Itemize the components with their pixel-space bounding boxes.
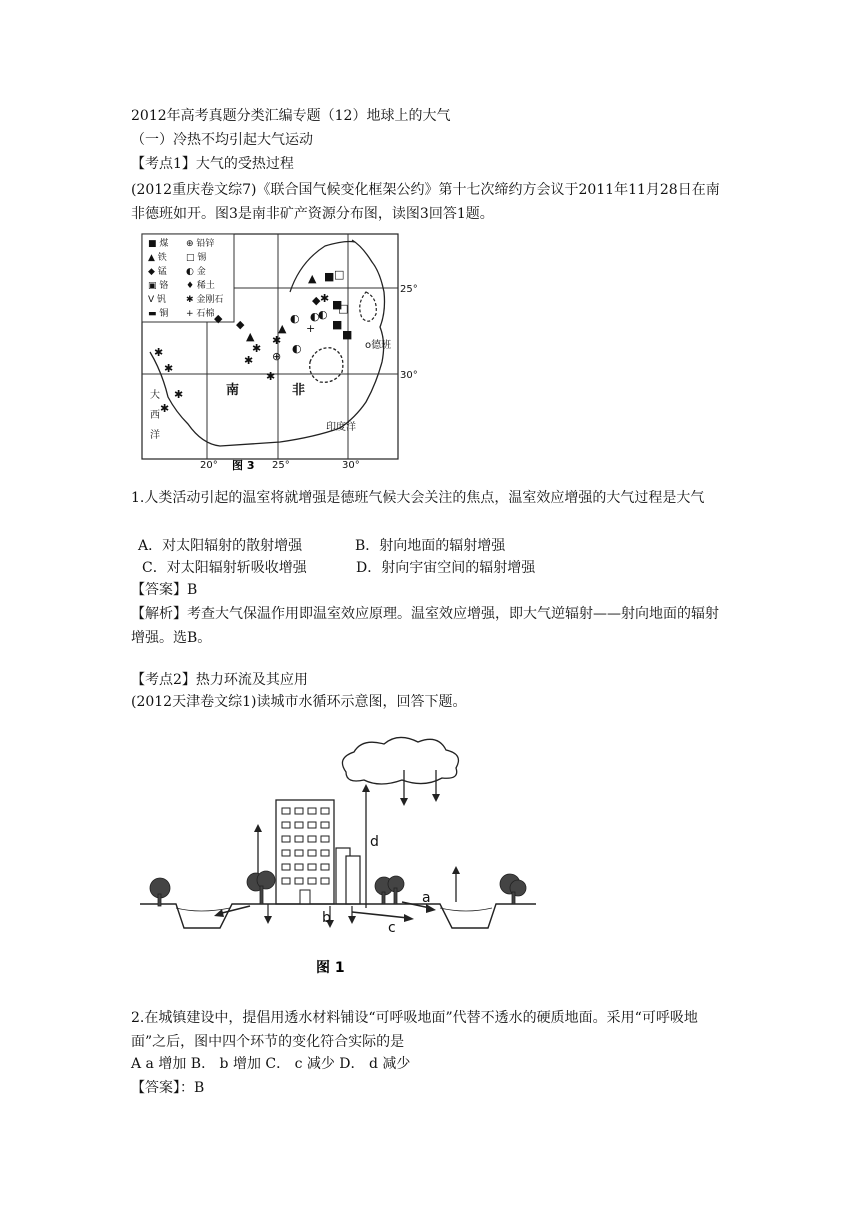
svg-text:■: ■ xyxy=(342,328,353,341)
svg-text:▲: ▲ xyxy=(278,322,287,335)
q1-option-c: C．对太阳辐射斩吸收增强 xyxy=(142,560,307,576)
svg-text:□: □ xyxy=(338,302,349,315)
svg-text:✱: ✱ xyxy=(244,354,254,367)
svg-text:◆: ◆ xyxy=(312,294,321,307)
q1-answer: 【答案】B xyxy=(131,582,198,598)
svg-text:+ 石棉: + 石棉 xyxy=(186,309,215,319)
document-title: 2012年高考真题分类汇编专题（12）地球上的大气 xyxy=(131,108,451,124)
svg-text:◆: ◆ xyxy=(236,318,245,331)
section-heading: （一）冷热不均引起大气运动 xyxy=(131,132,313,148)
svg-text:▲: ▲ xyxy=(246,330,255,343)
svg-text:◆ 锰: ◆ 锰 xyxy=(148,267,167,277)
svg-text:■ 煤: ■ 煤 xyxy=(148,239,169,249)
svg-text:✱: ✱ xyxy=(154,346,164,359)
south-africa-mineral-map xyxy=(140,232,418,472)
svg-text:+: + xyxy=(306,322,316,335)
svg-text:⊕ 铅锌: ⊕ 铅锌 xyxy=(186,239,215,249)
svg-text:◐: ◐ xyxy=(292,342,302,355)
svg-text:✱: ✱ xyxy=(164,362,174,375)
city-water-cycle-diagram xyxy=(140,728,540,978)
knowledge-point-1: 【考点1】大气的受热过程 xyxy=(131,156,294,172)
svg-text:✱: ✱ xyxy=(272,334,282,347)
svg-text:⊕: ⊕ xyxy=(272,350,282,363)
fig1-caption: 图 1 xyxy=(316,960,345,976)
fig1-label-a: a xyxy=(422,890,431,906)
svg-text:■: ■ xyxy=(332,318,343,331)
map-label-indian-ocean: 印度洋 xyxy=(326,422,356,433)
question-2-intro: (2012天津卷文综1)读城市水循环示意图，回答下题。 xyxy=(131,694,467,710)
svg-text:◐: ◐ xyxy=(290,312,300,325)
map-label-atlantic-2: 西 xyxy=(150,410,160,421)
map-lat-30: 30° xyxy=(400,370,418,381)
svg-text:▲ 铁: ▲ 铁 xyxy=(148,253,167,263)
q1-option-b: B．射向地面的辐射增强 xyxy=(355,538,506,554)
q1-analysis: 【解析】考查大气保温作用即温室效应原理。温室效应增强，即大气逆辐射——射向地面的辐射增强。选B。 xyxy=(131,606,719,646)
map-label-atlantic-1: 大 xyxy=(150,390,160,401)
fig1-label-d: d xyxy=(370,834,379,850)
svg-text:◐: ◐ xyxy=(310,310,320,323)
svg-text:✱: ✱ xyxy=(174,388,184,401)
svg-text:◆: ◆ xyxy=(214,312,223,325)
map-lon-30: 30° xyxy=(342,460,360,471)
q1-option-d: D．射向宇宙空间的辐射增强 xyxy=(356,560,536,576)
svg-text:✱: ✱ xyxy=(320,292,330,305)
map-lon-20: 20° xyxy=(200,460,218,471)
q2-options: A a 增加 B． b 增加 C． c 减少 D． d 减少 xyxy=(131,1056,411,1072)
svg-text:■: ■ xyxy=(332,298,343,311)
q2-answer: 【答案】：B xyxy=(131,1080,205,1096)
svg-text:■: ■ xyxy=(324,270,335,283)
svg-text:▬ 铜: ▬ 铜 xyxy=(148,309,169,319)
map-label-durban: o德班 xyxy=(365,340,392,351)
svg-text:✱: ✱ xyxy=(252,342,262,355)
svg-text:▣ 铬: ▣ 铬 xyxy=(148,281,169,291)
map-label-africa: 非 xyxy=(292,383,306,398)
map-caption: 图 3 xyxy=(232,459,255,472)
map-lon-25: 25° xyxy=(272,460,290,471)
svg-text:✱: ✱ xyxy=(160,402,170,415)
svg-text:□: □ xyxy=(334,268,345,281)
q1-option-a: A．对太阳辐射的散射增强 xyxy=(138,538,303,554)
svg-text:□ 锡: □ 锡 xyxy=(186,253,207,263)
fig1-label-c: c xyxy=(388,920,396,936)
svg-text:✱: ✱ xyxy=(266,370,276,383)
knowledge-point-2: 【考点2】热力环流及其应用 xyxy=(131,672,308,688)
fig1-label-b: b xyxy=(322,910,331,926)
svg-text:◐ 金: ◐ 金 xyxy=(186,267,206,277)
svg-text:V 钒: V 钒 xyxy=(148,295,167,305)
map-lat-25: 25° xyxy=(400,284,418,295)
question-1-text: 1.人类活动引起的温室将就增强是德班气候大会关注的焦点，温室效应增强的大气过程是大气 xyxy=(131,490,705,506)
svg-text:✱ 金刚石: ✱ 金刚石 xyxy=(186,295,224,305)
svg-text:◐: ◐ xyxy=(318,308,328,321)
map-label-south: 南 xyxy=(226,383,240,398)
svg-text:▲: ▲ xyxy=(308,272,317,285)
question-1-intro: (2012重庆卷文综7)《联合国气候变化框架公约》第十七次缔约方会议于2011年11月28日在南非德班如开。图3是南非矿产资源分布图，读图3回答1题。 xyxy=(131,182,720,222)
map-label-atlantic-3: 洋 xyxy=(150,430,160,441)
question-2-text: 2.在城镇建设中，提倡用透水材料铺设“可呼吸地面”代替不透水的硬质地面。采用“可呼吸地面”之后，图中四个环节的变化符合实际的是 xyxy=(131,1010,698,1050)
svg-text:♦ 稀土: ♦ 稀土 xyxy=(186,281,215,291)
